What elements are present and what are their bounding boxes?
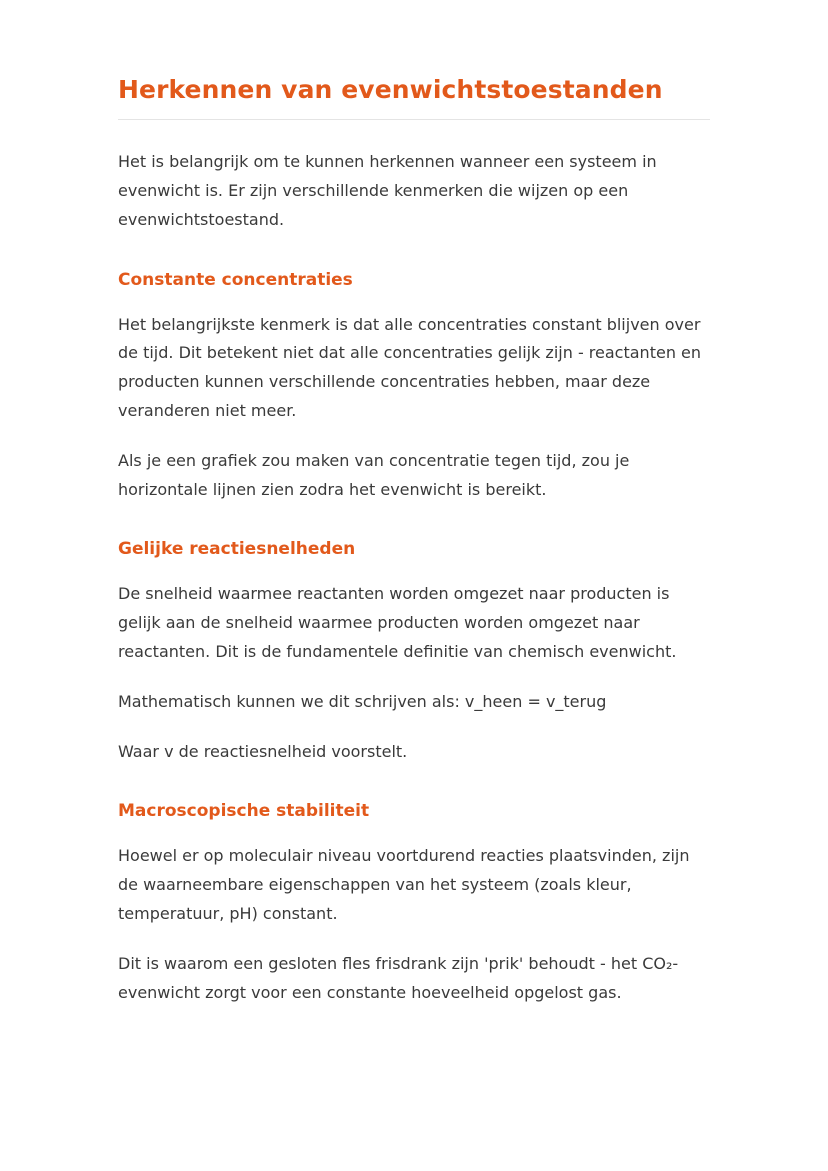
paragraph: Het belangrijkste kenmerk is dat alle concentraties constant blijven over de tijd. Dit betekent niet dat alle concentraties gelijk zijn - reactanten en producten kunnen verschillende concentraties hebben, maar deze veranderen niet meer. [118,314,702,421]
section-heading-gelijke-reactiesnelheden: Gelijke reactiesnelheden [118,539,356,560]
section-heading-macroscopische-stabiliteit: Macroscopische stabiliteit [118,801,370,822]
paragraph: Als je een grafiek zou maken van concentratie tegen tijd, zou je horizontale lijnen zien zodra het evenwicht is bereikt. [118,450,630,499]
paragraph: De snelheid waarmee reactanten worden omgezet naar producten is gelijk aan de snelheid waarmee producten worden omgezet naar reactanten. Dit is de fundamentele definitie van chemisch evenwicht. [118,584,677,662]
paragraph: Hoewel er op moleculair niveau voortdurend reacties plaatsvinden, zijn de waarneembare eigenschappen van het systeem (zoals kleur, temperatuur, pH) constant. [118,846,690,923]
section-heading-constante-concentraties: Constante concentraties [118,269,353,290]
paragraph: Dit is waarom een gesloten fles frisdrank zijn 'prik' behoudt - het CO₂-evenwicht zorgt voor een constante hoeveelheid opgelost gas. [118,953,679,1002]
title-divider [118,119,710,120]
page-title: Herkennen van evenwichtstoestanden [118,75,663,104]
intro-paragraph: Het is belangrijk om te kunnen herkennen wanneer een systeem in evenwicht is. Er zijn verschillende kenmerken die wijzen op een evenwichtstoestand. [118,152,657,229]
paragraph: Waar v de reactiesnelheid voorstelt. [118,741,408,761]
paragraph-formula: Mathematisch kunnen we dit schrijven als: v_heen = v_terug [118,691,607,711]
